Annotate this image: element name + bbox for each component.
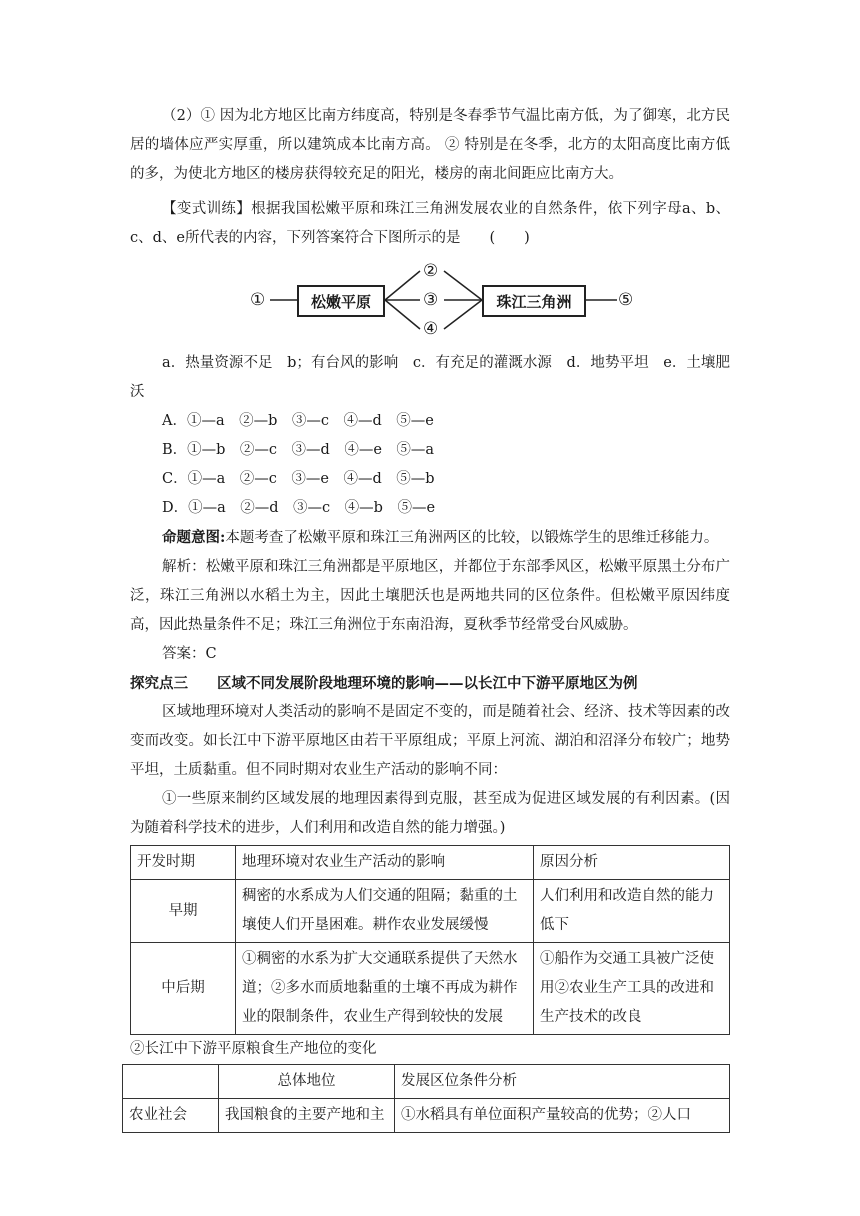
point-1: ①一些原来制约区域发展的地理因素得到克服，甚至成为促进区域发展的有利因素。(因为随着科学技术的进步，人们利用和改造自然的能力增强。) xyxy=(130,791,730,836)
paragraph-answer-2: （2）① 因为北方地区比南方纬度高，特别是冬春季节气温比南方低，为了御寒，北方民居的墙体应严实厚重，所以建筑成本比南方高。 ② 特别是在冬季，北方的太阳高度比南方低的多，为使北方地区的楼房获得较充足的阳光，楼房的南北间距应比南方大。 xyxy=(130,108,730,182)
table-cell: 我国粮食的主要产地和主 xyxy=(219,1099,395,1133)
option-a: A．①—a ②—b ③—c ④—d ⑤—e xyxy=(162,413,434,429)
label-circle-5: ⑤ xyxy=(618,290,634,310)
variant-question-text: 根据我国松嫩平原和珠江三角洲发展农业的自然条件，依下列字母a、b、c、d、e所代表的内容，下列答案符合下图所示的是 ( ) xyxy=(130,201,731,246)
section-title: 探究点三 区域不同发展阶段地理环境的影响——以长江中下游平原地区为例 xyxy=(130,675,638,692)
box-pearl-river-delta: 珠江三角洲 xyxy=(482,285,586,317)
variant-label: 【变式训练】 xyxy=(162,201,252,217)
table-cell: 农业社会 xyxy=(123,1099,219,1133)
table-header-cell: 总体地位 xyxy=(219,1065,395,1099)
label-circle-2: ② xyxy=(423,261,439,281)
option-d: D．①—a ②—d ③—c ④—b ⑤—e xyxy=(162,500,436,516)
table-header-row xyxy=(123,1065,730,1099)
table-header-cell: 原因分析 xyxy=(534,846,730,880)
table-header-cell: 发展区位条件分析 xyxy=(395,1065,730,1099)
table-cell: ①稠密的水系为扩大交通联系提供了天然水道；②多水而质地黏重的土壤不再成为耕作业的限制条件，农业生产得到较快的发展 xyxy=(236,943,534,1035)
label-circle-4: ④ xyxy=(423,319,439,339)
table-header-cell: 地理环境对农业生产活动的影响 xyxy=(236,846,534,880)
table-header-cell xyxy=(123,1065,219,1099)
box-songnen-plain: 松嫩平原 xyxy=(297,285,385,317)
option-b: B．①—b ②—c ③—d ④—e ⑤—a xyxy=(162,442,435,458)
table-cell: ①水稻具有单位面积产量较高的优势；②人口 xyxy=(395,1099,730,1133)
table-row xyxy=(131,943,730,1035)
table-cell: 人们利用和改造自然的能力低下 xyxy=(534,880,730,943)
table-cell: ①船作为交通工具被广泛使用②农业生产工具的改进和生产技术的改良 xyxy=(534,943,730,1035)
table-grain-status xyxy=(122,1064,730,1133)
letters-legend: a．热量资源不足 b；有台风的影响 c．有充足的灌溉水源 d．地势平坦 e．土壤肥沃 xyxy=(130,355,730,400)
table-cell: 早期 xyxy=(131,880,236,943)
comparison-diagram xyxy=(130,255,730,345)
option-c: C．①—a ②—c ③—e ④—d ⑤—b xyxy=(162,471,435,487)
intent-paragraph xyxy=(130,523,730,553)
label-circle-1: ① xyxy=(250,290,266,310)
answer-line: 答案：C xyxy=(162,646,217,662)
table-row xyxy=(131,880,730,943)
intent-label: 命题意图: xyxy=(162,529,226,546)
point-2: ②长江中下游平原粮食生产地位的变化 xyxy=(130,1041,377,1057)
document-page xyxy=(130,100,730,1133)
table-header-cell: 开发时期 xyxy=(131,846,236,880)
table-cell: 中后期 xyxy=(131,943,236,1035)
answer-options xyxy=(130,407,730,523)
label-circle-3: ③ xyxy=(423,290,439,310)
section-paragraph: 区域地理环境对人类活动的影响不是固定不变的，而是随着社会、经济、技术等因素的改变而改变。如长江中下游平原地区由若干平原组成；平原上河流、湖泊和沼泽分布较广；地势平坦，土质黏重。但不同时期对农业生产活动的影响不同： xyxy=(130,704,730,778)
intent-text: 本题考查了松嫩平原和珠江三角洲两区的比较，以锻炼学生的思维迁移能力。 xyxy=(225,530,719,546)
table-row xyxy=(123,1099,730,1133)
table-development-periods xyxy=(130,845,730,1035)
table-header-row xyxy=(131,846,730,880)
analysis-paragraph: 解析：松嫩平原和珠江三角洲都是平原地区，并都位于东部季风区，松嫩平原黑土分布广泛，珠江三角洲以水稻土为主，因此土壤肥沃也是两地共同的区位条件。但松嫩平原因纬度高，因此热量条件不足；珠江三角洲位于东南沿海，夏秋季节经常受台风威胁。 xyxy=(130,559,730,633)
variant-question xyxy=(130,195,730,253)
table-cell: 稠密的水系成为人们交通的阻隔；黏重的土壤使人们开垦困难。耕作农业发展缓慢 xyxy=(236,880,534,943)
